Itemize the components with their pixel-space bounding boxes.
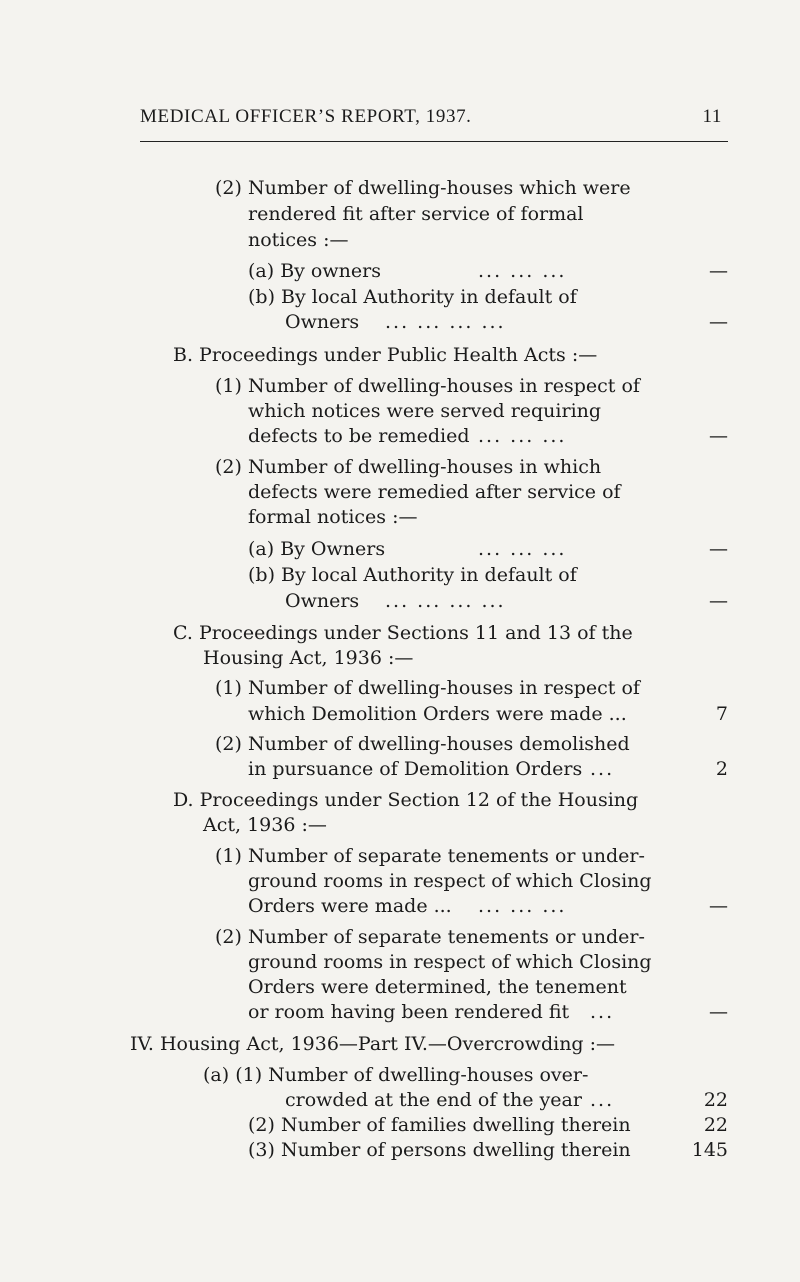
- iv-item1-dots: ...: [590, 1089, 615, 1111]
- d-item2-line1: (2) Number of separate tenements or under-: [215, 926, 645, 948]
- iv-item2: (2) Number of families dwelling therein: [248, 1114, 631, 1136]
- d-item2-line2: ground rooms in respect of which Closing: [248, 951, 652, 973]
- d-item1-line3: Orders were made ...: [248, 895, 452, 917]
- iv-item1-value: 22: [703, 1089, 728, 1111]
- b-item2-line3: formal notices :—: [248, 506, 418, 528]
- c-item1-line1: (1) Number of dwelling-houses in respect of: [215, 677, 640, 699]
- c-heading-line1: C. Proceedings under Sections 11 and 13 of the: [173, 622, 633, 644]
- c-item2-dots: ...: [590, 758, 615, 780]
- a2-b-value: —: [709, 311, 728, 333]
- iv-heading: IV. Housing Act, 1936—Part IV.—Overcrowding :—: [130, 1033, 616, 1055]
- b-a-value: —: [709, 538, 728, 560]
- b-item2-line2: defects were remedied after service of: [248, 481, 621, 503]
- a2-a-value: —: [709, 260, 728, 282]
- b-item1-line2: which notices were served requiring: [248, 400, 602, 422]
- b-b-value: —: [709, 590, 728, 612]
- b-item2-line1: (2) Number of dwelling-houses in which: [215, 456, 602, 478]
- b-item1-value: —: [709, 425, 728, 447]
- d-heading-line2: Act, 1936 :—: [203, 814, 327, 836]
- b-item1-line3: defects to be remedied: [248, 425, 470, 447]
- d-item2-line3: Orders were determined, the tenement: [248, 976, 627, 998]
- b-a-dots: ... ... ...: [478, 538, 567, 560]
- running-header: [140, 106, 722, 136]
- d-item2-line4: or room having been rendered fit: [248, 1001, 570, 1023]
- d-heading-line1: D. Proceedings under Section 12 of the Housing: [173, 789, 639, 811]
- b-b-line2: Owners: [285, 590, 360, 612]
- c-item1-line2: which Demolition Orders were made ...: [248, 703, 627, 725]
- c-item2-line1: (2) Number of dwelling-houses demolished: [215, 733, 630, 755]
- a2-b-dots: ... ... ... ...: [385, 311, 506, 333]
- page-number: 11: [702, 106, 722, 127]
- c-item2-value: 2: [715, 758, 728, 780]
- iv-item1-line1: (a) (1) Number of dwelling-houses over-: [203, 1064, 589, 1086]
- d-item1-line1: (1) Number of separate tenements or under-: [215, 845, 645, 867]
- c-item1-value: 7: [715, 703, 728, 725]
- iv-item3-value: 145: [691, 1139, 728, 1161]
- d-item2-value: —: [709, 1001, 728, 1023]
- a2-b-line2: Owners: [285, 311, 360, 333]
- b-b-dots: ... ... ... ...: [385, 590, 506, 612]
- iv-item1-line2: crowded at the end of the year: [285, 1089, 582, 1111]
- iv-item3: (3) Number of persons dwelling therein: [248, 1139, 631, 1161]
- b-a-label: (a) By Owners: [248, 538, 386, 560]
- b-item1-line1: (1) Number of dwelling-houses in respect of: [215, 375, 640, 397]
- a2-a-label: (a) By owners: [248, 260, 381, 282]
- b-b-line1: (b) By local Authority in default of: [248, 564, 577, 586]
- d-item2-dots: ...: [590, 1001, 615, 1023]
- a2-b-line1: (b) By local Authority in default of: [248, 286, 577, 308]
- a2-line1: (2) Number of dwelling-houses which were: [215, 177, 631, 199]
- b-heading: B. Proceedings under Public Health Acts :—: [173, 344, 598, 366]
- c-heading-line2: Housing Act, 1936 :—: [203, 647, 414, 669]
- c-item2-line2: in pursuance of Demolition Orders: [248, 758, 583, 780]
- a2-a-dots: ... ... ...: [478, 260, 567, 282]
- d-item1-value: —: [709, 895, 728, 917]
- a2-line2: rendered fit after service of formal: [248, 203, 584, 225]
- a2-line3: notices :—: [248, 229, 349, 251]
- report-title: MEDICAL OFFICER’S REPORT, 1937.: [140, 106, 472, 127]
- d-item1-dots: ... ... ...: [478, 895, 567, 917]
- b-item1-dots: ... ... ...: [478, 425, 567, 447]
- iv-item2-value: 22: [703, 1114, 728, 1136]
- header-rule: [140, 141, 728, 142]
- d-item1-line2: ground rooms in respect of which Closing: [248, 870, 652, 892]
